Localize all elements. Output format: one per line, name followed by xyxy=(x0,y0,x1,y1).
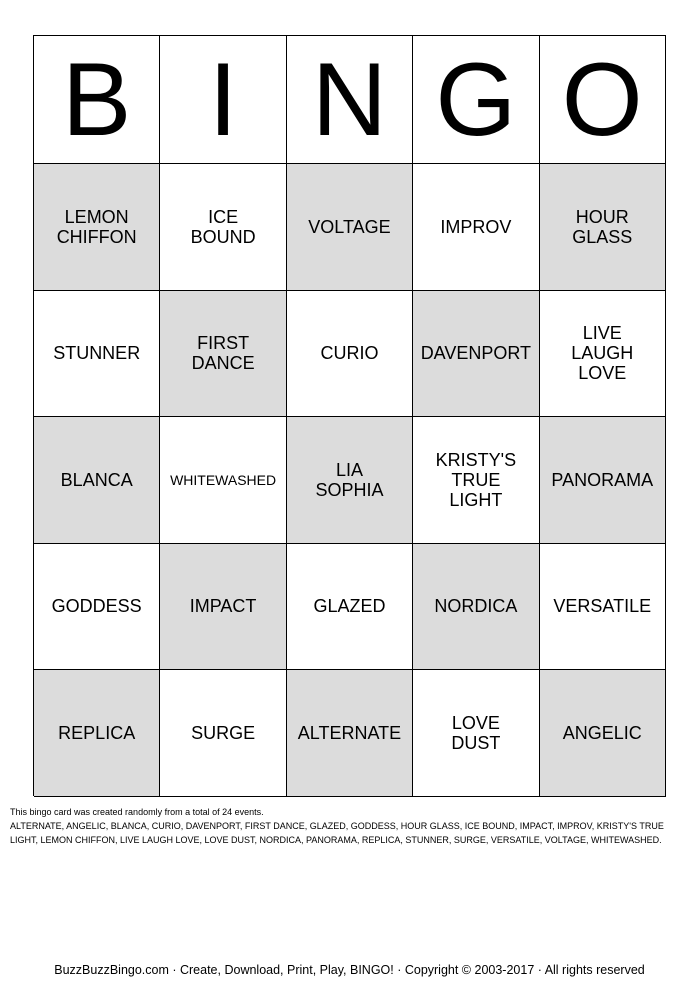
square-label: VOLTAGE xyxy=(308,216,391,237)
header-cell-o xyxy=(540,36,666,164)
square-label: WHITEWASHED xyxy=(170,471,277,488)
bingo-row xyxy=(34,417,666,544)
square-label: CURIO xyxy=(320,343,379,364)
bingo-square xyxy=(540,670,666,797)
bingo-square xyxy=(160,670,286,797)
square-label: ICE BOUND xyxy=(190,206,256,247)
bingo-square xyxy=(160,417,286,544)
square-label: REPLICA xyxy=(58,722,136,743)
bingo-square xyxy=(160,544,286,671)
bingo-square xyxy=(34,417,160,544)
bingo-square xyxy=(34,164,160,291)
bingo-square xyxy=(413,417,539,544)
header-letter: I xyxy=(208,41,238,158)
bingo-row xyxy=(34,544,666,671)
square-label: SURGE xyxy=(191,722,256,743)
bingo-square xyxy=(540,544,666,671)
bingo-square xyxy=(34,291,160,418)
header-letter: O xyxy=(561,41,643,158)
bingo-square xyxy=(287,291,413,418)
bingo-square xyxy=(160,291,286,418)
bingo-square xyxy=(34,670,160,797)
header-letter: B xyxy=(62,41,132,158)
square-label: IMPROV xyxy=(440,216,512,237)
bingo-row xyxy=(34,291,666,418)
square-label: ANGELIC xyxy=(562,722,642,743)
note-events-list: ALTERNATE, ANGELIC, BLANCA, CURIO, DAVENPORT, FIRST DANCE, GLAZED, GODDESS, HOUR GLASS, ICE BOUND, IMPACT, IMPROV, KRISTY'S TRUE LIGHT, LEMON CHIFFON, LIVE LAUGH LOVE, LOVE DUST, NORDICA, PANORAMA, REPLICA, STUNNER, SURGE, VERSATILE, VOLTAGE, WHITEWASHED. xyxy=(10,821,664,845)
header-cell-n xyxy=(287,36,413,164)
square-label: GODDESS xyxy=(51,596,142,617)
bingo-square xyxy=(540,417,666,544)
bingo-square xyxy=(160,164,286,291)
square-label: LEMON CHIFFON xyxy=(56,206,137,247)
card-note xyxy=(10,805,682,847)
square-label: GLAZED xyxy=(313,596,386,617)
bingo-square xyxy=(287,164,413,291)
square-label: VERSATILE xyxy=(553,596,652,617)
square-label: STUNNER xyxy=(53,343,141,364)
square-label: LIVE LAUGH LOVE xyxy=(571,323,634,384)
page-footer: BuzzBuzzBingo.com · Create, Download, Print, Play, BINGO! · Copyright © 2003-2017 · All rights reserved xyxy=(54,963,645,977)
square-label: IMPACT xyxy=(189,596,257,617)
bingo-square xyxy=(413,291,539,418)
bingo-square xyxy=(287,670,413,797)
square-label: LIA SOPHIA xyxy=(315,459,384,500)
header-cell-i xyxy=(160,36,286,164)
bingo-header-row xyxy=(34,36,666,164)
bingo-square xyxy=(287,544,413,671)
header-cell-b xyxy=(34,36,160,164)
bingo-square xyxy=(413,164,539,291)
square-label: NORDICA xyxy=(434,596,518,617)
square-label: DAVENPORT xyxy=(420,343,532,364)
bingo-square xyxy=(413,544,539,671)
bingo-square xyxy=(540,291,666,418)
square-label: ALTERNATE xyxy=(297,722,402,743)
square-label: KRISTY'S TRUE LIGHT xyxy=(435,449,517,510)
bingo-square xyxy=(34,544,160,671)
square-label: FIRST DANCE xyxy=(191,333,255,374)
square-label: PANORAMA xyxy=(551,469,654,490)
square-label: LOVE DUST xyxy=(451,712,501,753)
bingo-square xyxy=(287,417,413,544)
bingo-row xyxy=(34,164,666,291)
bingo-square xyxy=(540,164,666,291)
square-label: BLANCA xyxy=(60,469,133,490)
note-intro: This bingo card was created randomly from a total of 24 events. xyxy=(10,807,264,817)
bingo-square xyxy=(413,670,539,797)
bingo-card xyxy=(33,35,666,796)
square-label: HOUR GLASS xyxy=(572,206,633,247)
header-letter: G xyxy=(435,41,517,158)
header-letter: N xyxy=(311,41,388,158)
header-cell-g xyxy=(413,36,539,164)
bingo-row xyxy=(34,670,666,797)
